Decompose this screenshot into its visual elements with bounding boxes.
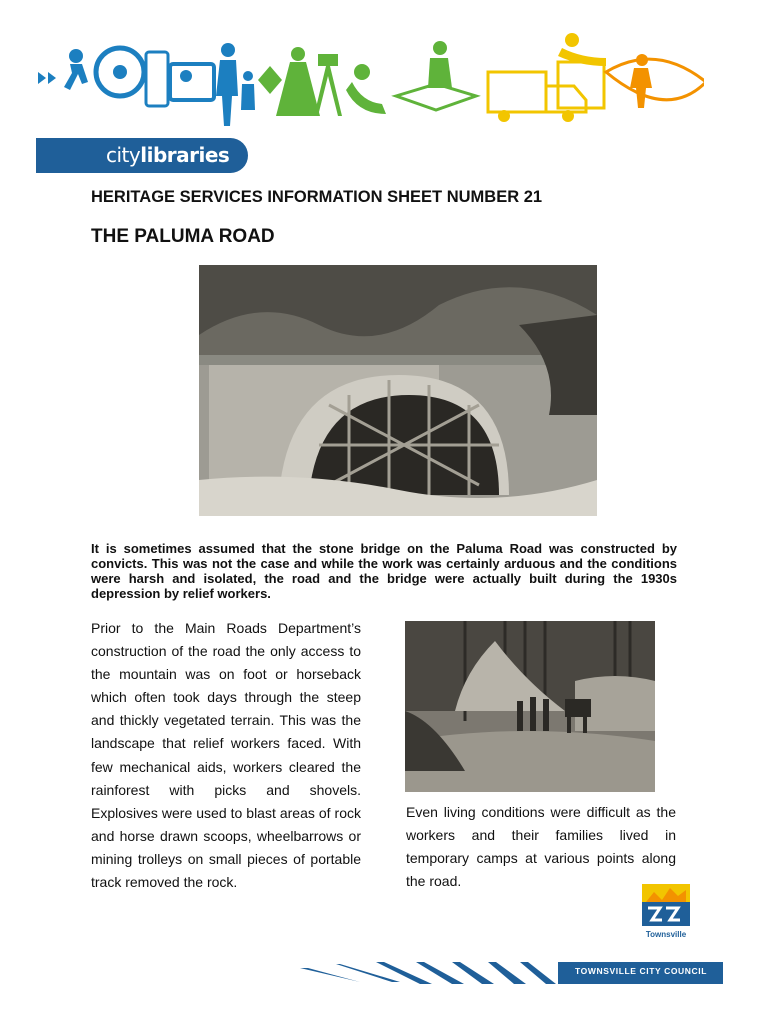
woman-dress-icon — [291, 47, 305, 61]
camera-tripod-icon — [314, 54, 342, 116]
body-paragraph-left: Prior to the Main Roads Department’s construction of the road the only access to the mountain was on foot or horseback which often took days through the steep and thickly vegetated terrain. This was the landscape that relief workers faced. With few mechanical aids, workers cleared the rainforest with picks and shovels. Explosives were used to blast areas of rock and horse drawn scoops, wheelbarrows or mining trolleys on small pieces of portable track removed the rock. — [91, 620, 361, 891]
family-icon — [221, 43, 235, 57]
intro-paragraph: It is sometimes assumed that the stone bridge on the Paluma Road was constructed by convicts. This was not the case and while the work was certainly arduous and the conditions were harsh and isolated, the road and the bridge were actually built during the 1930s depression by relief workers. — [91, 541, 677, 601]
sheet-title: HERITAGE SERVICES INFORMATION SHEET NUMBER 21 — [91, 188, 543, 206]
body-paragraph-right: Even living conditions were difficult as the workers and their families lived in temporary camps at various points along the road. — [406, 804, 676, 890]
city-libraries-logo — [36, 138, 248, 173]
townsville-logo-label: Townsville — [645, 930, 687, 939]
surfboard-icon — [606, 59, 704, 100]
logo-prefix: city — [106, 143, 141, 167]
page-title: THE PALUMA ROAD — [91, 226, 275, 247]
truck-icon — [488, 72, 546, 112]
chevron-icon — [38, 72, 56, 84]
footer-council-name: TOWNSVILLE CITY COUNCIL — [575, 966, 708, 976]
ribbon-icon — [258, 66, 282, 94]
logo-suffix: libraries — [140, 143, 230, 167]
running-child-icon — [69, 49, 83, 63]
reclining-person-icon — [565, 33, 579, 47]
person-on-board-icon — [636, 54, 648, 66]
computer-icon — [170, 64, 214, 100]
road-workers-photo — [405, 621, 655, 792]
stone-bridge-photo — [199, 265, 597, 516]
reading-child-icon — [354, 64, 370, 80]
